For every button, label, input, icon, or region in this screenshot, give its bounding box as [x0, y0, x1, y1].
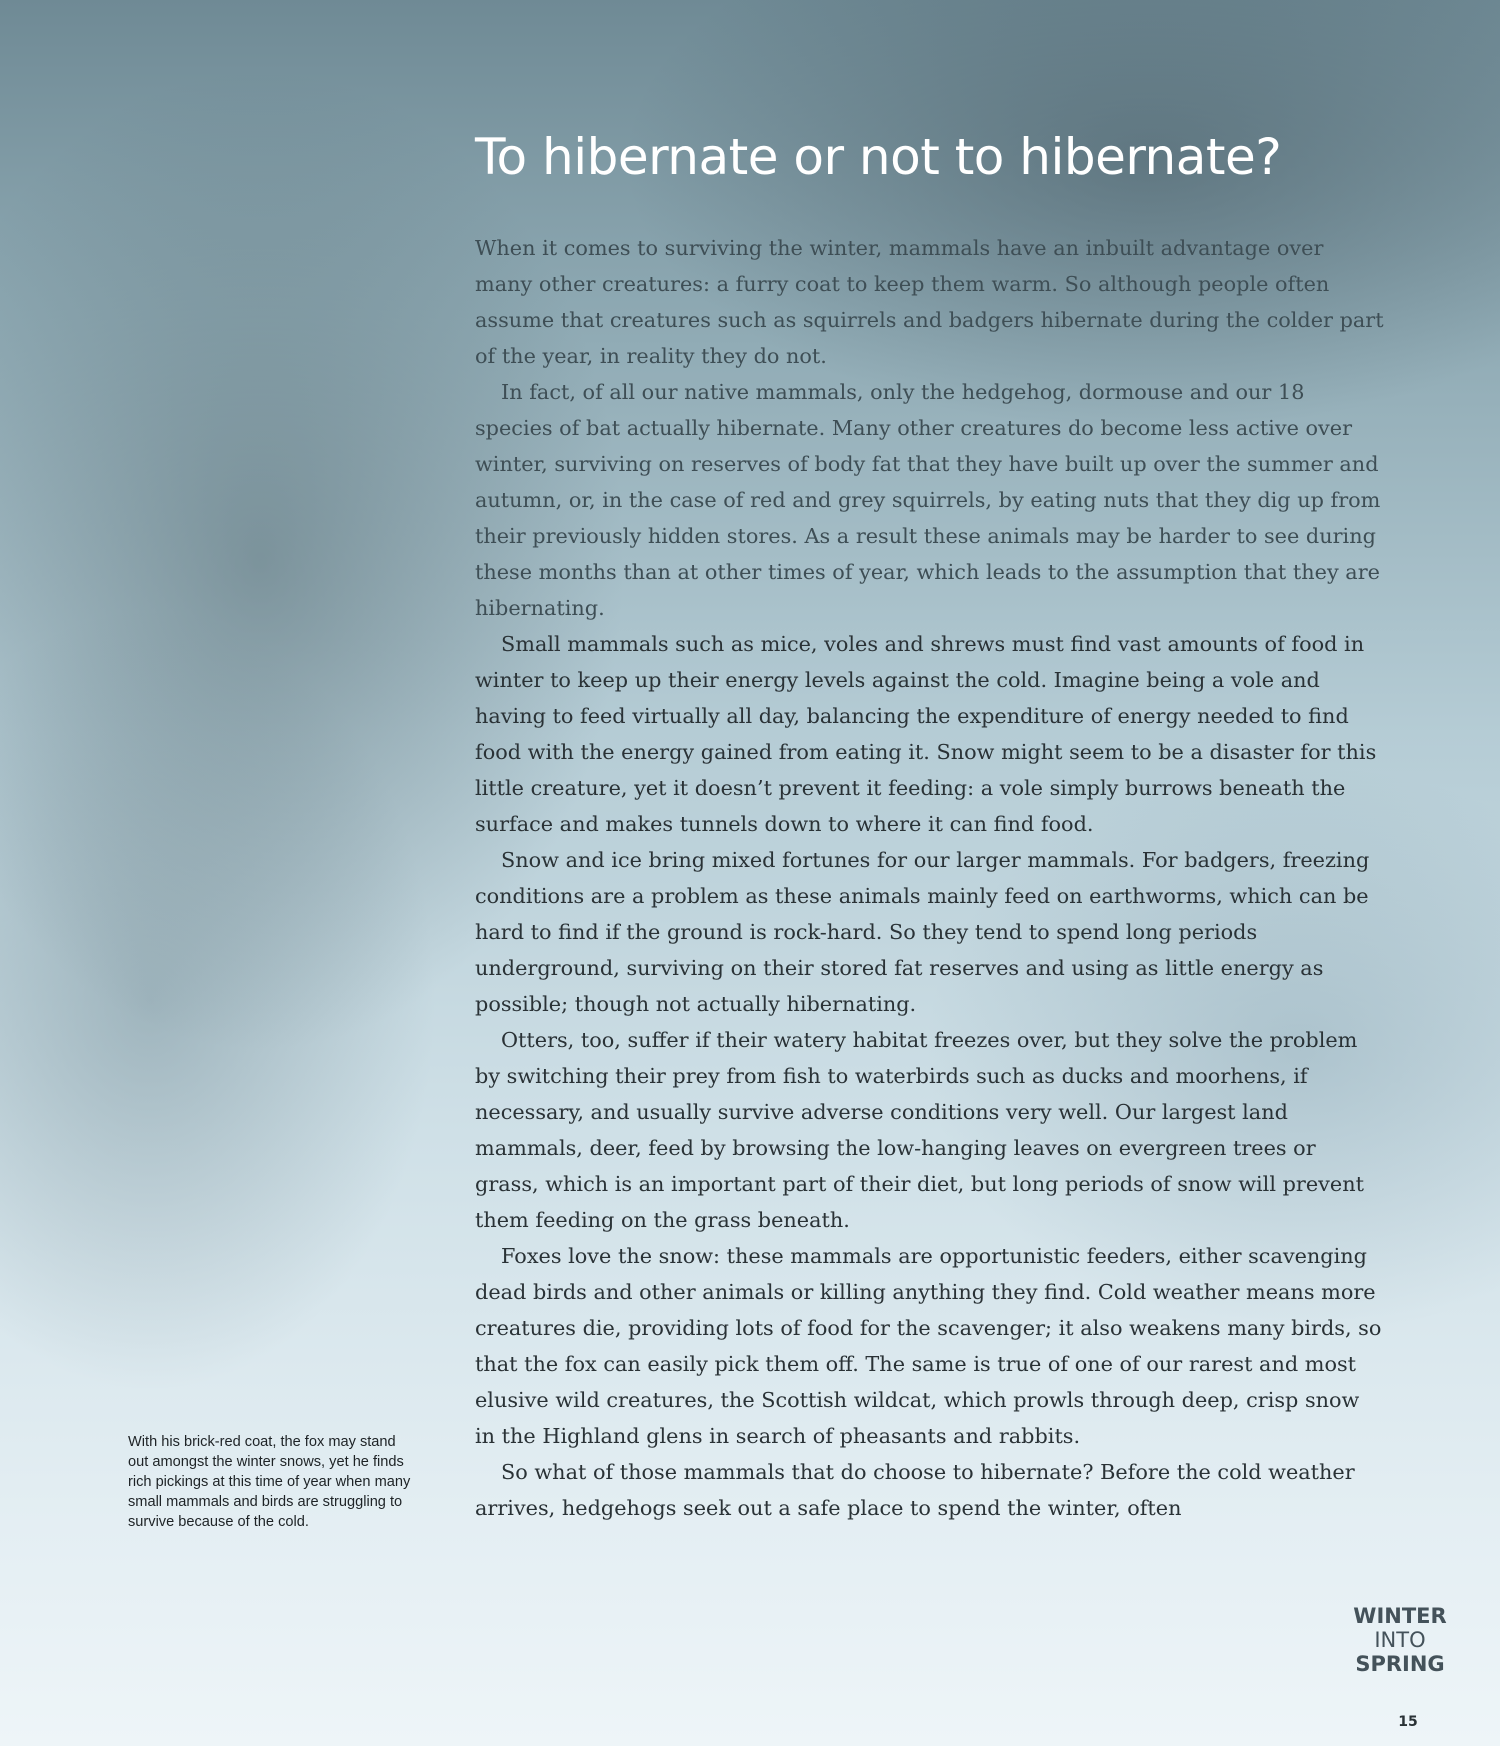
- section-tab-line-3: SPRING: [1355, 1652, 1445, 1676]
- section-tab: [1330, 1604, 1470, 1676]
- section-tab-line-1: WINTER: [1353, 1604, 1447, 1628]
- page-number: 15: [1398, 1714, 1418, 1730]
- paragraph-7: So what of those mammals that do choose to hibernate? Before the cold weather arrives, hedgehogs seek out a safe place to spend the winter, often: [475, 1460, 1355, 1520]
- photo-caption: With his brick-red coat, the fox may stand out amongst the winter snows, yet he finds rich pickings at this time of year when many small mammals and birds are struggling to survive because of the cold.: [128, 1434, 411, 1530]
- paragraph-2: In fact, of all our native mammals, only the hedgehog, dormouse and our 18 species of bat actually hibernate. Many other creatures do become less active over winter, surviving on reserves of body fat that they have built up over the summer and autumn, or, in the case of red and grey squirrels, by eating nuts that they dig up from their previously hidden stores. As a result these animals may be harder to see during these months than at other times of year, which leads to the assumption that they are hibernating.: [475, 380, 1381, 620]
- paragraph-5: Otters, too, suffer if their watery habitat freezes over, but they solve the problem by switching their prey from fish to waterbirds such as ducks and moorhens, if necessary, and usually survive adverse conditions very well. Our largest land mammals, deer, feed by browsing the low-hanging leaves on evergreen trees or grass, which is an important part of their diet, but long periods of snow will prevent them feeding on the grass beneath.: [475, 1028, 1364, 1232]
- paragraph-6: Foxes love the snow: these mammals are opportunistic feeders, either scavenging dead birds and other animals or killing anything they find. Cold weather means more creatures die, providing lots of food for the scavenger; it also weakens many birds, so that the fox can easily pick them off. The same is true of one of our rarest and most elusive wild creatures, the Scottish wildcat, which prowls through deep, crisp snow in the Highland glens in search of pheasants and rabbits.: [475, 1244, 1382, 1448]
- section-tab-line-2: INTO: [1374, 1628, 1426, 1652]
- paragraph-3: Small mammals such as mice, voles and shrews must find vast amounts of food in winter to keep up their energy levels against the cold. Imagine being a vole and having to feed virtually all day, balancing the expenditure of energy needed to find food with the energy gained from eating it. Snow might seem to be a disaster for this little creature, yet it doesn’t prevent it feeding: a vole simply burrows beneath the surface and makes tunnels down to where it can find food.: [475, 632, 1377, 836]
- article-body: [475, 230, 1385, 1526]
- page-title: To hibernate or not to hibernate?: [475, 128, 1282, 186]
- paragraph-1: When it comes to surviving the winter, mammals have an inbuilt advantage over many other creatures: a furry coat to keep them warm. So although people often assume that creatures such as squirrels and badgers hibernate during the colder part of the year, in reality they do not.: [475, 236, 1384, 368]
- paragraph-4: Snow and ice bring mixed fortunes for our larger mammals. For badgers, freezing conditions are a problem as these animals mainly feed on earthworms, which can be hard to find if the ground is rock-hard. So they tend to spend long periods underground, surviving on their stored fat reserves and using as little energy as possible; though not actually hibernating.: [475, 848, 1370, 1016]
